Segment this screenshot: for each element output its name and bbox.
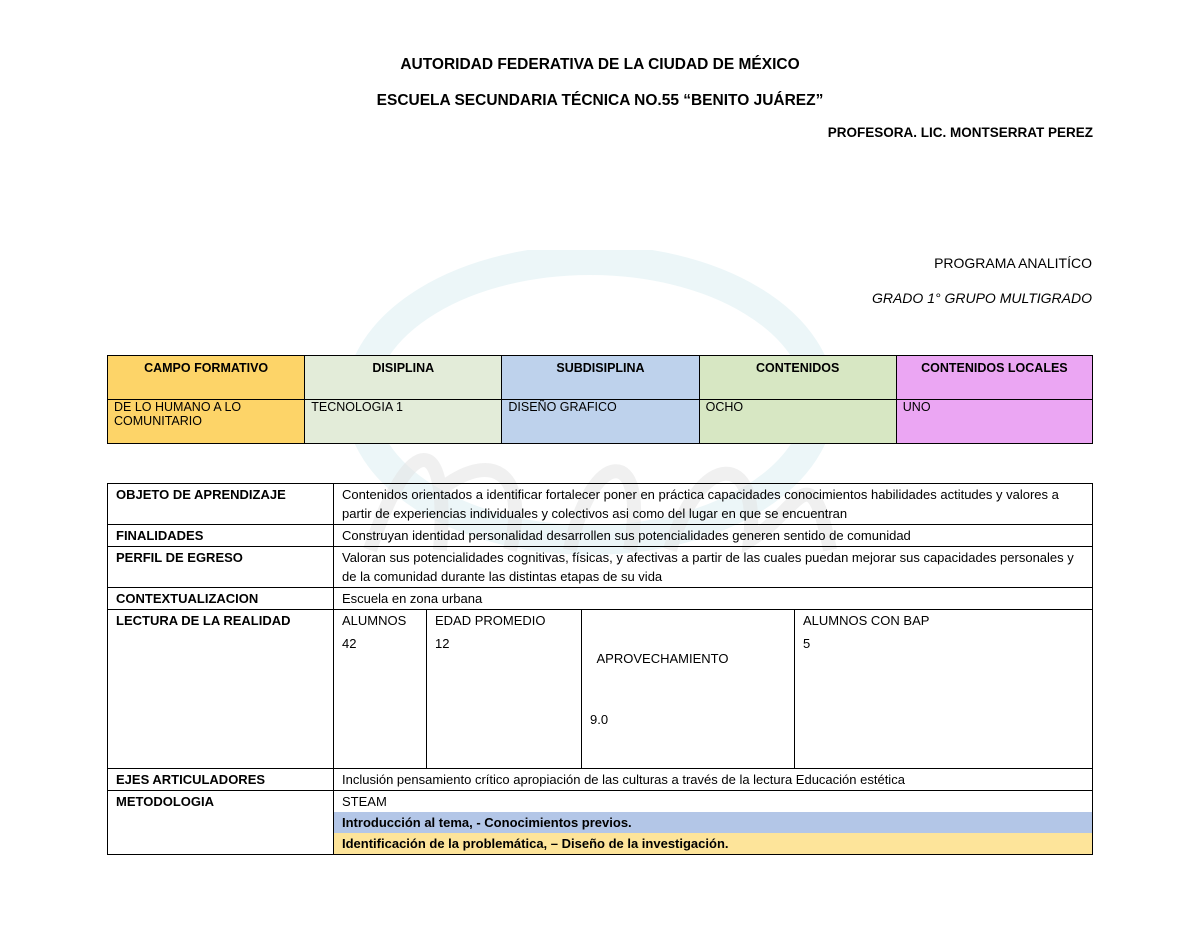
perfil-value: Valoran sus potencialidades cognitivas, físicas, y afectivas a partir de las cuales puedan mejorar sus capacidades personales y de la comunidad durante las distintas etapas de su vida [334,547,1093,588]
bap-cell [795,610,1093,768]
value-disciplina: TECNOLOGIA 1 [305,400,502,444]
aprov-value: 9.0 [590,712,609,727]
alumnos-label: ALUMNOS [342,613,407,628]
finalidades-value: Construyan identidad personalidad desarrollen sus potencialidades generen sentido de comunidad [334,525,1093,547]
table-row [108,769,1093,791]
contexto-value: Escuela en zona urbana [334,588,1093,610]
ejes-value: Inclusión pensamiento crítico apropiación de las culturas a través de la lectura Educación estética [334,769,1093,791]
value-campo: DE LO HUMANO A LO COMUNITARIO [108,400,305,444]
ejes-label: EJES ARTICULADORES [108,769,334,791]
metodologia-cell [334,791,1093,855]
grade-label: GRADO 1° GRUPO MULTIGRADO [871,290,1092,306]
perfil-label: PERFIL DE EGRESO [108,547,334,588]
value-contenidos-locales: UNO [896,400,1092,444]
edad-value: 12 [435,636,450,651]
lectura-cell [334,610,1093,769]
alumnos-value: 42 [342,636,357,651]
contexto-label: CONTEXTUALIZACION [108,588,334,610]
lectura-subtable [334,610,1092,768]
objeto-label: OBJETO DE APRENDIZAJE [108,484,334,525]
program-title: PROGRAMA ANALITÍCO [934,255,1092,271]
bap-value: 5 [803,636,811,651]
finalidades-label: FINALIDADES [108,525,334,547]
table-row [108,791,1093,855]
header-contenidos-locales: CONTENIDOS LOCALES [896,356,1092,400]
metodologia-label: METODOLOGIA [108,791,334,855]
bap-label: ALUMNOS CON BAP [803,613,930,628]
metodologia-steam: STEAM [342,794,387,809]
summary-table [107,355,1093,444]
edad-cell [427,610,582,768]
metodologia-step-1: Introducción al tema, - Conocimientos previos. [334,812,1092,833]
edad-label: EDAD PROMEDIO [435,613,546,628]
aprov-label: APROVECHAMIENTO [590,651,729,666]
alumnos-cell [334,610,427,768]
lectura-label: LECTURA DE LA REALIDAD [108,610,334,769]
table-row [108,588,1093,610]
header-campo: CAMPO FORMATIVO [108,356,305,400]
table-row [108,484,1093,525]
header-contenidos: CONTENIDOS [699,356,896,400]
table-row [108,547,1093,588]
objeto-value: Contenidos orientados a identificar fortalecer poner en práctica capacidades conocimientos habilidades actitudes y valores a partir de experiencias individuales y colectivos asi como del lugar en que se encuentran [334,484,1093,525]
details-table [107,483,1093,855]
value-contenidos: OCHO [699,400,896,444]
value-subdisciplina: DISEÑO GRAFICO [502,400,699,444]
header-disciplina: DISIPLINA [305,356,502,400]
header-subdisciplina: SUBDISIPLINA [502,356,699,400]
authority-title: AUTORIDAD FEDERATIVA DE LA CIUDAD DE MÉXICO [400,56,800,73]
table-row [108,610,1093,769]
metodologia-step-2: Identificación de la problemática, – Diseño de la investigación. [334,833,1092,854]
teacher-name: PROFESORA. LIC. MONTSERRAT PEREZ [827,125,1093,140]
table-row [108,525,1093,547]
school-title: ESCUELA SECUNDARIA TÉCNICA NO.55 “BENITO JUÁREZ” [376,92,824,109]
aprov-cell [582,610,795,768]
